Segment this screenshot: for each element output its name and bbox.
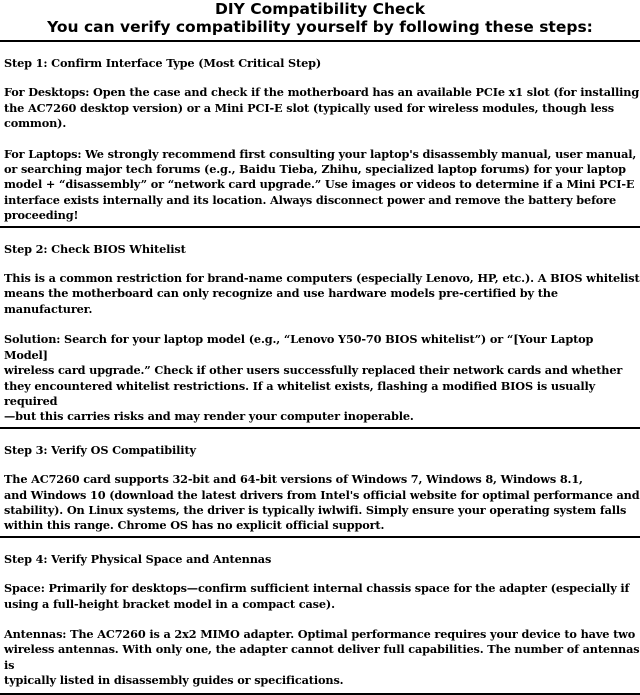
step-1-desktops-paragraph: For Desktops: Open the case and check if the motherboard has an available PCIe x1 slot (for installing the AC7260 desktop version) or a Mini PCI-E slot (typically used for wireless modules, though less common). bbox=[4, 85, 640, 131]
step-3-os-paragraph: The AC7260 card supports 32-bit and 64-bit versions of Windows 7, Windows 8, Windows 8.1, and Windows 10 (download the latest drivers from Intel's official website for optimal performance and stability). On Linux systems, the driver is typically iwlwifi. Simply ensure your operating system falls within this range. Chrome OS has no explicit official support. bbox=[4, 472, 640, 533]
step-4-section bbox=[0, 536, 640, 689]
step-4-antennas-paragraph: Antennas: The AC7260 is a 2x2 MIMO adapter. Optimal performance requires your device to have two wireless antennas. With only one, the adapter cannot deliver full capabilities. The number of antennas is typically listed in disassembly guides or specifications. bbox=[4, 626, 640, 688]
step-1-laptops-paragraph: For Laptops: We strongly recommend first consulting your laptop's disassembly manual, user manual, or searching major tech forums (e.g., Baidu Tieba, Zhihu, specialized laptop forums) for your laptop model + “disassembly” or “network card upgrade.” Use images or videos to determine if a Mini PCI-E interface exists internally and its location. Always disconnect power and remove the battery before proceeding! bbox=[4, 146, 637, 223]
step-2-section bbox=[0, 226, 640, 425]
step-2-heading: Step 2: Check BIOS Whitelist bbox=[4, 241, 186, 256]
bottom-divider bbox=[0, 693, 640, 695]
step-3-section bbox=[0, 427, 640, 534]
page-title: DIY Compatibility Check bbox=[214, 0, 426, 18]
page-subtitle: You can verify compatibility yourself by following these steps: bbox=[47, 18, 593, 36]
step-4-heading: Step 4: Verify Physical Space and Antennas bbox=[4, 551, 272, 566]
step-4-space-paragraph: Space: Primarily for desktops—confirm sufficient internal chassis space for the adapter (especially if using a full-height bracket model in a compact case). bbox=[4, 581, 630, 611]
step-1-section bbox=[0, 40, 640, 224]
step-2-whitelist-paragraph: This is a common restriction for brand-name computers (especially Lenovo, HP, etc.). A BIOS whitelist means the motherboard can only recognize and use hardware models pre-certified by the manufacturer. bbox=[4, 271, 640, 316]
step-1-heading: Step 1: Confirm Interface Type (Most Critical Step) bbox=[4, 56, 322, 70]
step-3-heading: Step 3: Verify OS Compatibility bbox=[4, 442, 196, 457]
step-2-solution-paragraph: Solution: Search for your laptop model (e.g., “Lenovo Y50-70 BIOS whitelist”) or “[Your Laptop Model] wireless card upgrade.” Check if other users successfully replaced their network cards and whether they encountered whitelist restrictions. If a whitelist exists, flashing a modified BIOS is usually required —but this carries risks and may render your computer inoperable. bbox=[4, 332, 623, 424]
page-header bbox=[0, 0, 640, 36]
